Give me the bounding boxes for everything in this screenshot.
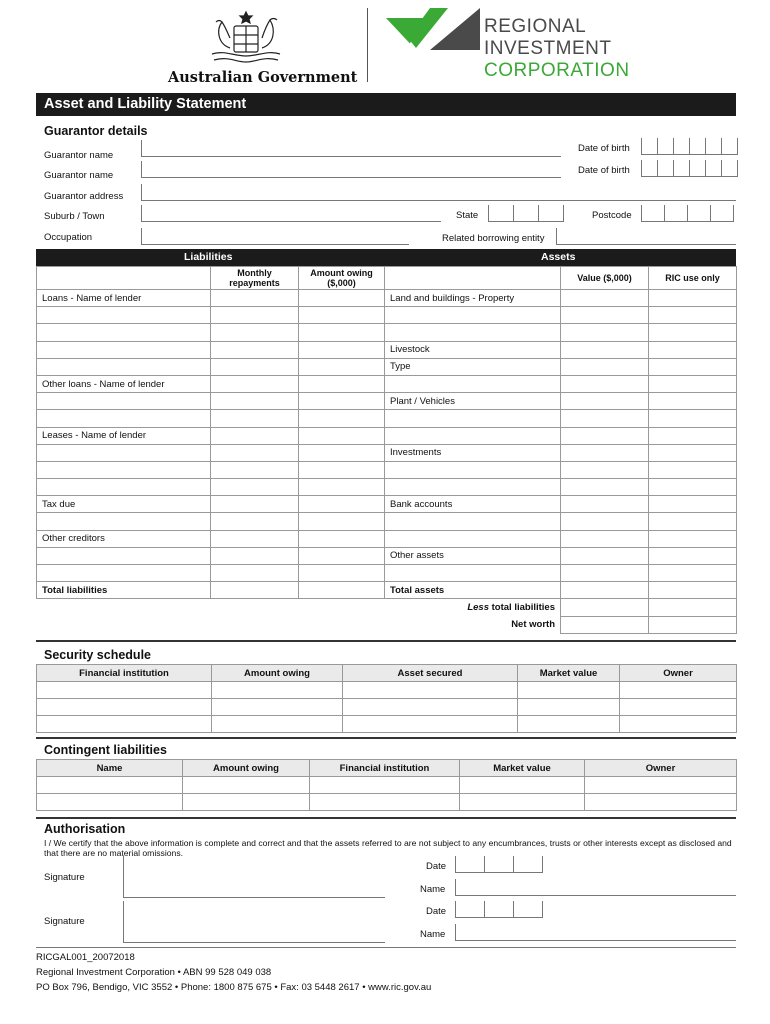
asset-label-cell[interactable]: Investments [385, 444, 561, 461]
amount-owing-cell[interactable] [299, 307, 385, 324]
grid-row [37, 444, 737, 461]
ric-name-line1: REGIONAL [484, 16, 587, 37]
total-liabilities-label: Total liabilities [37, 582, 211, 599]
gov-name: Australian Government [168, 69, 358, 86]
ric-use-cell [649, 547, 737, 564]
monthly-repayment-cell[interactable] [211, 358, 299, 375]
ric-use-cell [649, 427, 737, 444]
security-cell[interactable] [37, 716, 212, 733]
asset-value-cell[interactable] [561, 444, 649, 461]
amount-owing-cell[interactable] [299, 324, 385, 341]
amount-owing-cell[interactable] [299, 479, 385, 496]
security-col-header: Market value [518, 665, 620, 682]
liability-label-cell[interactable] [37, 513, 211, 530]
security-table [36, 664, 737, 733]
ric-use-cell [649, 479, 737, 496]
grid-row [37, 479, 737, 496]
contingent-col-header: Owner [585, 760, 737, 777]
asset-value-cell[interactable] [561, 375, 649, 392]
asset-value-cell[interactable] [561, 427, 649, 444]
liability-label-cell[interactable] [37, 358, 211, 375]
grid-row [37, 358, 737, 375]
related-entity-label: Related borrowing entity [442, 233, 545, 244]
monthly-repayment-cell[interactable] [211, 479, 299, 496]
grid-row [37, 410, 737, 427]
security-col-header: Financial institution [37, 665, 212, 682]
total-ric-cell [649, 582, 737, 599]
footer-divider [36, 947, 736, 948]
asset-label-cell[interactable]: Plant / Vehicles [385, 393, 561, 410]
security-cell[interactable] [343, 716, 518, 733]
ric-use-cell [649, 444, 737, 461]
liability-label-cell[interactable] [37, 307, 211, 324]
security-cell[interactable] [37, 682, 212, 699]
asset-label-cell[interactable] [385, 461, 561, 478]
asset-value-cell[interactable] [561, 496, 649, 513]
asset-value-cell[interactable] [561, 547, 649, 564]
security-divider [36, 640, 736, 642]
monthly-repayment-cell[interactable] [211, 547, 299, 564]
signature-field-1[interactable] [123, 856, 385, 898]
liability-label-cell[interactable] [37, 393, 211, 410]
dob-field-2[interactable] [641, 160, 738, 177]
monthly-repayment-cell[interactable] [211, 461, 299, 478]
date-label-1: Date [426, 861, 447, 872]
security-col-header: Amount owing [212, 665, 343, 682]
asset-label-cell[interactable] [385, 324, 561, 341]
amount-owing-cell[interactable] [299, 410, 385, 427]
less-liabilities-value-cell[interactable] [561, 599, 649, 616]
monthly-repayment-cell[interactable] [211, 513, 299, 530]
monthly-repayment-cell[interactable] [211, 444, 299, 461]
amount-owing-cell[interactable] [299, 358, 385, 375]
contingent-cell[interactable] [183, 777, 310, 794]
total-monthly-cell[interactable] [211, 582, 299, 599]
liability-label-cell[interactable] [37, 565, 211, 582]
ric-use-cell [649, 513, 737, 530]
liabilities-assets-table [36, 266, 737, 634]
asset-value-cell[interactable] [561, 479, 649, 496]
amount-owing-cell[interactable] [299, 496, 385, 513]
contingent-row [37, 777, 737, 794]
grid-row [37, 513, 737, 530]
security-row [37, 716, 737, 733]
liability-label-cell[interactable] [37, 461, 211, 478]
state-field[interactable] [488, 205, 564, 222]
monthly-repayment-cell[interactable] [211, 341, 299, 358]
less-total-liabilities-label [385, 599, 561, 616]
asset-value-cell[interactable] [561, 307, 649, 324]
ric-use-cell [649, 461, 737, 478]
monthly-repayment-cell[interactable] [211, 410, 299, 427]
authorisation-text: I / We certify that the above information is complete and correct and that the assets referred to are not subject to any encumbrances, trusts or other interests except as disclosed and that there are no material omissions. [44, 838, 732, 858]
monthly-repayment-cell[interactable] [211, 290, 299, 307]
grid-row [37, 547, 737, 564]
contingent-col-header: Amount owing [183, 760, 310, 777]
asset-label-cell[interactable] [385, 513, 561, 530]
footer-contact: PO Box 796, Bendigo, VIC 3552 • Phone: 1800 875 675 • Fax: 03 5448 2617 • www.ric.gov.au [36, 982, 432, 993]
less-liabilities-row [37, 599, 737, 616]
asset-label-cell[interactable]: Livestock [385, 341, 561, 358]
asset-value-cell[interactable] [561, 290, 649, 307]
guarantor-heading: Guarantor details [44, 124, 148, 138]
ric-use-cell [649, 565, 737, 582]
monthly-repayment-cell[interactable] [211, 427, 299, 444]
contingent-col-header: Name [37, 760, 183, 777]
monthly-repayment-cell[interactable] [211, 324, 299, 341]
address-field[interactable] [141, 184, 736, 201]
contingent-cell[interactable] [585, 777, 737, 794]
spacer-cell [37, 599, 385, 616]
guarantor-name-label-2: Guarantor name [44, 170, 114, 181]
dob-label-2: Date of birth [578, 165, 630, 176]
grid-corner-left [37, 267, 211, 290]
security-row [37, 682, 737, 699]
asset-label-cell[interactable] [385, 375, 561, 392]
security-cell[interactable] [620, 699, 737, 716]
name-field-2[interactable] [455, 924, 736, 941]
monthly-repayment-cell[interactable] [211, 393, 299, 410]
asset-label-cell[interactable] [385, 410, 561, 427]
amount-owing-cell[interactable] [299, 530, 385, 547]
liability-label-cell[interactable] [37, 479, 211, 496]
guarantor-name-field-2[interactable] [141, 161, 561, 178]
authorisation-divider [36, 817, 736, 819]
contingent-cell[interactable] [37, 777, 183, 794]
security-cell[interactable] [518, 699, 620, 716]
col-amount-owing: Amount owing ($,000) [299, 267, 385, 290]
contingent-cell[interactable] [460, 794, 585, 811]
contingent-cell[interactable] [310, 794, 460, 811]
asset-label-cell[interactable] [385, 530, 561, 547]
grid-row [37, 393, 737, 410]
security-cell[interactable] [620, 716, 737, 733]
form-code: RICGAL001_20072018 [36, 952, 135, 963]
grid-row [37, 427, 737, 444]
address-label: Guarantor address [44, 191, 124, 202]
liability-label-cell[interactable] [37, 444, 211, 461]
amount-owing-cell[interactable] [299, 547, 385, 564]
asset-value-cell[interactable] [561, 530, 649, 547]
grid-row [37, 565, 737, 582]
monthly-repayment-cell[interactable] [211, 565, 299, 582]
ric-use-cell [649, 496, 737, 513]
liability-label-cell[interactable] [37, 410, 211, 427]
ric-name-line3: CORPORATION [484, 60, 630, 81]
liability-label-cell[interactable]: Other loans - Name of lender [37, 375, 211, 392]
contingent-cell[interactable] [310, 777, 460, 794]
security-col-header: Owner [620, 665, 737, 682]
contingent-cell[interactable] [460, 777, 585, 794]
grid-row [37, 375, 737, 392]
monthly-repayment-cell[interactable] [211, 530, 299, 547]
monthly-repayment-cell[interactable] [211, 307, 299, 324]
postcode-field[interactable] [641, 205, 734, 222]
contingent-col-header: Market value [460, 760, 585, 777]
ric-use-cell [649, 393, 737, 410]
liability-label-cell[interactable] [37, 547, 211, 564]
date-field-1[interactable] [455, 856, 543, 873]
spacer-cell [37, 616, 385, 633]
asset-value-cell[interactable] [561, 358, 649, 375]
date-label-2: Date [426, 906, 447, 917]
asset-value-cell[interactable] [561, 324, 649, 341]
suburb-field[interactable] [141, 205, 441, 222]
contingent-cell[interactable] [183, 794, 310, 811]
ric-use-cell [649, 324, 737, 341]
net-worth-row [37, 616, 737, 633]
contingent-cell[interactable] [585, 794, 737, 811]
col-monthly-repayments: Monthly repayments [211, 267, 299, 290]
net-worth-value-cell[interactable] [561, 616, 649, 633]
ric-name-line2: INVESTMENT [484, 38, 612, 59]
less-total-text: total liabilities [489, 602, 555, 614]
asset-label-cell[interactable]: Other assets [385, 547, 561, 564]
security-cell[interactable] [212, 716, 343, 733]
occupation-label: Occupation [44, 232, 93, 243]
monthly-repayment-cell[interactable] [211, 375, 299, 392]
contingent-col-header: Financial institution [310, 760, 460, 777]
security-cell[interactable] [518, 716, 620, 733]
net-worth-ric-cell [649, 616, 737, 633]
security-cell[interactable] [343, 682, 518, 699]
asset-value-cell[interactable] [561, 341, 649, 358]
total-assets-label: Total assets [385, 582, 561, 599]
name-label-2: Name [420, 929, 446, 940]
amount-owing-cell[interactable] [299, 341, 385, 358]
security-heading: Security schedule [44, 648, 151, 662]
total-amount-cell[interactable] [299, 582, 385, 599]
state-label: State [456, 210, 479, 221]
signature-label-1: Signature [44, 872, 85, 883]
monthly-repayment-cell[interactable] [211, 496, 299, 513]
name-field-1[interactable] [455, 879, 736, 896]
security-col-header: Asset secured [343, 665, 518, 682]
asset-value-cell[interactable] [561, 393, 649, 410]
less-ric-cell [649, 599, 737, 616]
grid-row [37, 307, 737, 324]
guarantor-name-field-1[interactable] [141, 140, 561, 157]
occupation-field[interactable] [141, 228, 409, 245]
related-entity-field[interactable] [556, 228, 736, 245]
liability-label-cell[interactable] [37, 324, 211, 341]
amount-owing-cell[interactable] [299, 461, 385, 478]
australian-government-crest-icon [200, 8, 292, 70]
security-cell[interactable] [212, 682, 343, 699]
amount-owing-cell[interactable] [299, 513, 385, 530]
contingent-heading: Contingent liabilities [44, 743, 167, 757]
asset-label-cell[interactable] [385, 307, 561, 324]
signature-label-2: Signature [44, 916, 85, 927]
amount-owing-cell[interactable] [299, 427, 385, 444]
amount-owing-cell[interactable] [299, 375, 385, 392]
asset-value-cell[interactable] [561, 513, 649, 530]
asset-label-cell[interactable]: Land and buildings - Property [385, 290, 561, 307]
dob-label-1: Date of birth [578, 143, 630, 154]
contingent-divider [36, 737, 736, 739]
less-word: Less [467, 602, 489, 614]
amount-owing-cell[interactable] [299, 290, 385, 307]
footer-org: Regional Investment Corporation • ABN 99 528 049 038 [36, 967, 272, 978]
ric-use-cell [649, 410, 737, 427]
security-cell[interactable] [37, 699, 212, 716]
asset-label-cell[interactable] [385, 479, 561, 496]
liability-label-cell[interactable] [37, 341, 211, 358]
ric-use-cell [649, 307, 737, 324]
asset-value-cell[interactable] [561, 410, 649, 427]
security-cell[interactable] [343, 699, 518, 716]
amount-owing-cell[interactable] [299, 565, 385, 582]
ric-use-cell [649, 290, 737, 307]
name-label-1: Name [420, 884, 446, 895]
security-cell[interactable] [212, 699, 343, 716]
security-row [37, 699, 737, 716]
dob-field-1[interactable] [641, 138, 738, 155]
asset-value-cell[interactable] [561, 461, 649, 478]
ric-use-cell [649, 358, 737, 375]
asset-value-cell[interactable] [561, 565, 649, 582]
asset-label-cell[interactable] [385, 427, 561, 444]
total-assets-value-cell[interactable] [561, 582, 649, 599]
signature-field-2[interactable] [123, 901, 385, 943]
amount-owing-cell[interactable] [299, 393, 385, 410]
grid-corner-mid [385, 267, 561, 290]
grid-row [37, 341, 737, 358]
col-ric-use: RIC use only [649, 267, 737, 290]
assets-header: Assets [541, 251, 576, 263]
contingent-table [36, 759, 737, 811]
form-title: Asset and Liability Statement [36, 93, 736, 116]
guarantor-name-label: Guarantor name [44, 150, 114, 161]
grid-row [37, 496, 737, 513]
suburb-label: Suburb / Town [44, 211, 105, 222]
col-value: Value ($,000) [561, 267, 649, 290]
net-worth-label: Net worth [511, 619, 555, 631]
contingent-cell[interactable] [37, 794, 183, 811]
postcode-label: Postcode [592, 210, 632, 221]
date-field-2[interactable] [455, 901, 543, 918]
asset-label-cell[interactable] [385, 565, 561, 582]
contingent-row [37, 794, 737, 811]
liability-label-cell[interactable]: Tax due [37, 496, 211, 513]
ric-use-cell [649, 530, 737, 547]
authorisation-heading: Authorisation [44, 822, 126, 836]
header-divider [367, 8, 368, 82]
grid-header-bar [36, 249, 736, 266]
liability-label-cell[interactable]: Loans - Name of lender [37, 290, 211, 307]
liability-label-cell[interactable]: Leases - Name of lender [37, 427, 211, 444]
asset-label-cell[interactable]: Bank accounts [385, 496, 561, 513]
grid-row [37, 324, 737, 341]
totals-row [37, 582, 737, 599]
grid-row [37, 530, 737, 547]
ric-use-cell [649, 341, 737, 358]
ric-use-cell [649, 375, 737, 392]
grid-row [37, 290, 737, 307]
security-cell[interactable] [518, 682, 620, 699]
asset-label-cell[interactable]: Type [385, 358, 561, 375]
liability-label-cell[interactable]: Other creditors [37, 530, 211, 547]
security-cell[interactable] [620, 682, 737, 699]
grid-row [37, 461, 737, 478]
ric-logo-icon [386, 8, 480, 62]
liabilities-header: Liabilities [184, 251, 233, 263]
amount-owing-cell[interactable] [299, 444, 385, 461]
